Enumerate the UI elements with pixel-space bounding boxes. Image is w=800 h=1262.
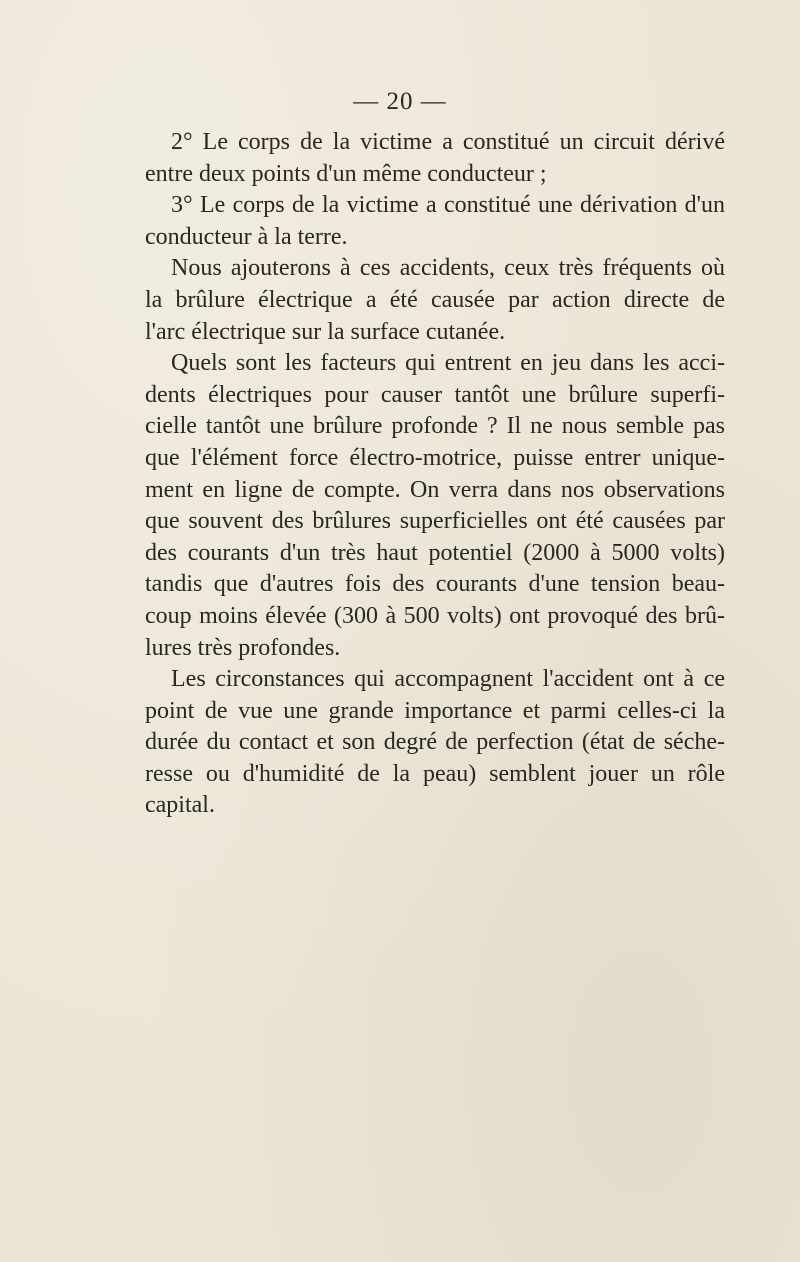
text-line: entre deux points d'un même conducteur ; bbox=[145, 160, 547, 187]
body-text bbox=[145, 127, 725, 822]
text-line: la brûlure électrique a été causée par action directe de bbox=[145, 286, 725, 313]
text-line: point de vue une grande importance et parmi celles-ci la bbox=[145, 697, 725, 724]
text-line: cielle tantôt une brûlure profonde ? Il ne nous semble pas bbox=[145, 413, 725, 440]
text-line: lures très profondes. bbox=[145, 634, 341, 661]
text-line: l'arc électrique sur la surface cutanée. bbox=[145, 318, 506, 345]
text-line: dents électriques pour causer tantôt une brûlure superfi- bbox=[145, 381, 725, 408]
text-line: 3° Le corps de la victime a constitué une dérivation d'un bbox=[171, 192, 725, 219]
text-line: ment en ligne de compte. On verra dans nos observations bbox=[145, 476, 725, 503]
text-line: resse ou d'humidité de la peau) semblent jouer un rôle bbox=[145, 760, 725, 787]
text-line: tandis que d'autres fois des courants d'une tension beau- bbox=[145, 571, 725, 598]
page-number: — 20 — bbox=[353, 88, 447, 115]
text-line: que souvent des brûlures superficielles ont été causées par bbox=[145, 508, 725, 535]
text-line: durée du contact et son degré de perfection (état de séche- bbox=[145, 729, 725, 756]
text-line: conducteur à la terre. bbox=[145, 223, 348, 250]
text-line: coup moins élevée (300 à 500 volts) ont provoqué des brû- bbox=[145, 602, 725, 629]
text-line: Nous ajouterons à ces accidents, ceux très fréquents où bbox=[171, 255, 725, 282]
text-line: Quels sont les facteurs qui entrent en jeu dans les acci- bbox=[171, 350, 725, 377]
text-line: 2° Le corps de la victime a constitué un circuit dérivé bbox=[171, 129, 725, 155]
text-line: capital. bbox=[145, 792, 215, 819]
text-line: des courants d'un très haut potentiel (2000 à 5000 volts) bbox=[145, 539, 725, 566]
text-line: que l'élément force électro-motrice, puisse entrer unique- bbox=[145, 444, 725, 471]
text-line: Les circonstances qui accompagnent l'accident ont à ce bbox=[171, 666, 725, 693]
